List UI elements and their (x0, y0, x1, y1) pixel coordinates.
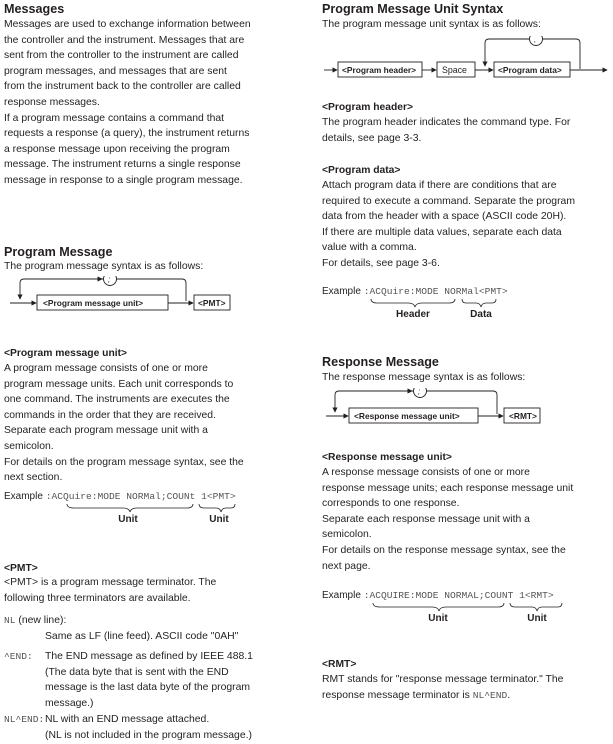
example-code: :ACQuire:MODE NORMal<PMT> (363, 286, 508, 297)
response-message-syntax-diagram (326, 388, 566, 434)
response-message-unit-title: <Response message unit> (322, 452, 452, 463)
term-desc: (NL is not included in the program message.) (45, 729, 252, 741)
rmt-line (322, 688, 612, 704)
rmu-line: next page. (322, 560, 371, 572)
rmt-suffix: . (507, 689, 511, 701)
rmu-line: corresponds to one response. (322, 498, 460, 510)
example-lead: Example (322, 590, 364, 601)
program-header-body (322, 115, 612, 146)
rmt-line: RMT stands for "response message terminator." The (322, 674, 564, 685)
pmu-line: next section. (4, 472, 63, 484)
example-lead: Example (4, 491, 46, 502)
rmt-title: <RMT> (322, 659, 357, 670)
pd-line: data from the header with a space (ASCII code 20H). (322, 211, 567, 223)
pmu-line: semicolon. (4, 440, 54, 452)
messages-line: Messages are used to exchange information between (4, 19, 251, 30)
pd-line: For details, see page 3-6. (322, 257, 440, 269)
program-unit-example (4, 491, 236, 503)
unit-syntax-title: Program Message Unit Syntax (322, 2, 504, 16)
rmu-line: A response message consists of one or more (322, 467, 530, 478)
messages-line: message. The instrument returns a single response (4, 159, 241, 171)
messages-line: sent from the controller to the instrument are called (4, 50, 239, 62)
response-message-unit-body (322, 465, 612, 574)
term-key: NL (4, 615, 16, 626)
example-lead: Example (322, 286, 364, 297)
example-code: :ACQuire:MODE NORMal;COUNt 1<PMT> (45, 491, 236, 502)
pd-line: value with a comma. (322, 242, 417, 254)
pmt-title: <PMT> (4, 563, 38, 574)
pmu-line: A program message consists of one or more (4, 363, 208, 374)
comma-separator: , (534, 36, 537, 44)
term-key: ^END: (4, 651, 33, 662)
ph-line: The program header indicates the command type. For (322, 117, 571, 128)
program-message-title: Program Message (4, 245, 113, 259)
program-unit-example-braces (66, 503, 236, 513)
example-label-unit: Unit (118, 514, 138, 525)
ph-line: details, see page 3-3. (322, 132, 422, 144)
program-data-box: <Program data> (498, 65, 562, 75)
unit-syntax-diagram (322, 36, 612, 82)
response-message-intro: The response message syntax is as follows: (322, 372, 526, 383)
messages-line: a response message upon receiving the program (4, 143, 230, 155)
program-message-unit-title: <Program message unit> (4, 348, 128, 359)
rmt-prefix: response message terminator is (322, 689, 473, 701)
program-data-body (322, 178, 612, 272)
pd-line: Attach program data if there are conditions that are (322, 180, 557, 191)
term-desc: message.) (45, 697, 94, 709)
terminator-nl (4, 613, 304, 644)
messages-body (4, 17, 304, 189)
messages-line: program messages, and messages that are sent (4, 65, 227, 77)
pmt-line: following three terminators are available. (4, 592, 191, 604)
rmu-line: semicolon. (322, 529, 372, 541)
program-header-title: <Program header> (322, 102, 413, 113)
pmu-line: one command. The instruments are executes the (4, 394, 230, 406)
term-desc: message is the last data byte of the program (45, 682, 251, 694)
example-label-unit: Unit (209, 514, 229, 525)
rmt-box: <RMT> (509, 411, 537, 421)
terminator-end (4, 649, 304, 711)
term-desc: (The data byte that is sent with the END (45, 666, 229, 678)
response-unit-example-braces (372, 602, 597, 612)
example-label-data: Data (470, 309, 492, 320)
pmt-body (4, 575, 304, 606)
term-inline: (new line): (15, 615, 67, 626)
pd-line: required to execute a command. Separate the program (322, 195, 575, 207)
semicolon-separator: ; (108, 276, 111, 284)
messages-line: If a program message contains a command that (4, 112, 225, 124)
program-data-example-braces (370, 298, 500, 308)
program-data-example (322, 286, 508, 298)
program-message-unit-body (4, 361, 304, 486)
pmt-box: <PMT> (198, 298, 226, 308)
term-desc: Same as LF (line feed). ASCII code "0AH" (45, 630, 239, 642)
rmu-line: response message units; each response message unit (322, 482, 574, 494)
unit-syntax-intro: The program message unit syntax is as follows: (322, 19, 541, 30)
messages-line: requests a response (a query), the instrument returns (4, 128, 250, 140)
messages-line: from the instrument back to the controller are called (4, 81, 241, 93)
program-message-syntax-diagram (10, 276, 250, 326)
messages-line: response messages. (4, 96, 100, 108)
terminator-nl-end (4, 712, 304, 743)
program-data-title: <Program data> (322, 165, 401, 176)
response-message-unit-box: <Response message unit> (354, 411, 460, 421)
example-label-unit: Unit (527, 613, 547, 624)
pmu-line: For details on the program message syntax, see the (4, 456, 244, 468)
space-box: Space (442, 65, 467, 75)
term-key: NL^END: (4, 714, 45, 725)
example-label-unit: Unit (428, 613, 448, 624)
rmu-line: Separate each response message unit with a (322, 513, 530, 525)
term-desc: NL with an END message attached. (45, 714, 210, 725)
example-label-header: Header (396, 309, 430, 320)
program-header-box: <Program header> (342, 65, 417, 75)
example-code: :ACQUIRE:MODE NORMAL;COUNT 1<RMT> (363, 590, 554, 601)
pmu-line: Separate each program message unit with a (4, 425, 208, 437)
pd-line: If there are multiple data values, separate each data (322, 226, 562, 238)
rmt-code: NL^END (472, 689, 508, 701)
pmu-line: program message units. Each unit corresponds to (4, 378, 234, 390)
term-desc: The END message as defined by IEEE 488.1 (45, 651, 253, 662)
rmu-line: For details on the response message syntax, see the (322, 544, 566, 556)
rmt-body (322, 672, 612, 703)
messages-line: the controller and the instrument. Messages that are (4, 34, 245, 46)
program-message-unit-box: <Program message unit> (43, 298, 144, 308)
messages-title: Messages (4, 2, 65, 16)
pmu-line: commands in the order that they are received. (4, 409, 216, 421)
pmt-line: <PMT> is a program message terminator. The (4, 577, 217, 588)
semicolon-separator: ; (418, 388, 421, 396)
program-message-intro: The program message syntax is as follows: (4, 261, 204, 272)
messages-line: message in response to a single program message. (4, 174, 243, 186)
response-message-title: Response Message (322, 355, 439, 369)
response-unit-example (322, 590, 554, 602)
